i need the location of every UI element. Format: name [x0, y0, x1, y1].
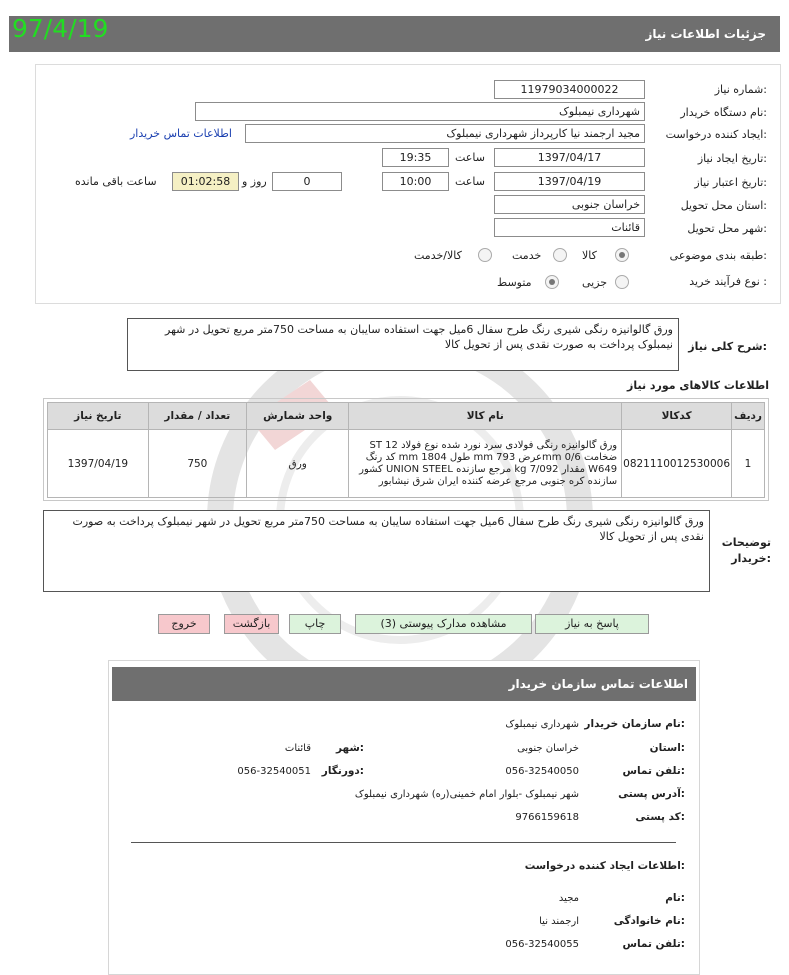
process-option-medium: متوسط	[497, 276, 532, 289]
col-header-index: ردیف	[732, 403, 765, 430]
contact-address-label: آدرس پستی:	[618, 788, 685, 800]
buyer-notes-box: ورق گالوانیزه رنگی شیری رنگ طرح سفال 6میل جهت استفاده سایبان به مساحت 750متر مربع تحویل در شهر نیمبلوک پرداخت به صورت نقدی پس از تحویل کالا	[43, 510, 710, 592]
col-header-date: تاریخ نیاز	[48, 403, 149, 430]
creator-first-name-value: مجید	[558, 893, 579, 904]
goods-section-title: اطلاعات کالاهای مورد نیاز	[627, 379, 769, 392]
validity-date-label: تاریخ اعتبار نیاز:	[694, 176, 767, 189]
contact-divider	[131, 842, 676, 843]
table-row	[48, 430, 765, 498]
goods-table	[47, 402, 765, 498]
category-radio-goods[interactable]	[615, 248, 629, 262]
province-label: استان محل تحویل:	[680, 199, 767, 212]
category-radio-service[interactable]	[553, 248, 567, 262]
created-time-label: ساعت	[455, 151, 485, 164]
category-label: طبقه بندی موضوعی:	[669, 249, 767, 262]
creator-phone-label: تلفن تماس:	[622, 938, 685, 950]
province-field: خراسان جنوبی	[494, 195, 645, 214]
creator-last-name-value: ارجمند نیا	[539, 916, 579, 927]
creator-phone-value: 056-32540055	[505, 939, 579, 950]
print-button[interactable]: چاپ	[289, 614, 341, 634]
creator-first-name-label: نام:	[665, 892, 685, 904]
cell-date: 1397/04/19	[48, 430, 149, 498]
contact-city-label: شهر:	[336, 742, 364, 754]
back-button[interactable]: بازگشت	[224, 614, 279, 634]
creator-section-title: اطلاعات ایجاد کننده درخواست:	[524, 860, 685, 872]
validity-date-field: 1397/04/19	[494, 172, 645, 191]
contact-fax-value: 056-32540051	[237, 766, 311, 777]
process-label: نوع فرآیند خرید :	[689, 275, 767, 288]
contact-province-value: خراسان جنوبی	[517, 743, 579, 754]
contact-card	[108, 660, 700, 975]
org-name-label: نام سازمان خریدار:	[584, 718, 685, 730]
validity-time-label: ساعت	[455, 175, 485, 188]
category-option-service: خدمت	[512, 249, 542, 262]
contact-phone-label: تلفن تماس:	[622, 765, 685, 777]
need-number-field: 11979034000022	[494, 80, 645, 99]
city-label: شهر محل تحویل:	[687, 222, 767, 235]
remaining-label: ساعت باقی مانده	[75, 175, 157, 188]
creator-last-name-label: نام خانوادگی:	[613, 915, 685, 927]
need-number-label: شماره نیاز:	[714, 83, 767, 96]
description-label: شرح کلی نیاز:	[688, 340, 767, 353]
goods-table-wrapper	[43, 398, 769, 501]
contact-address-value: شهر نیمبلوک -بلوار امام خمینی(ره) شهرداری نیمبلوک	[354, 789, 579, 800]
process-radio-minor[interactable]	[615, 275, 629, 289]
created-date-field: 1397/04/17	[494, 148, 645, 167]
org-name-value: شهرداری نیمبلوک	[505, 719, 579, 730]
remaining-time-field: 01:02:58	[172, 172, 239, 191]
cell-name: ورق گالوانیزه رنگی فولادی سرد نورد شده نوع فولاد ST 12 ضخامت mm 0/6عرض mm 793 طول mm 1804 کد رنگ W649 مقدار kg 7/092 مرجع سازنده UNION STEEL کشور سازنده کره جنوبی مرجع عرضه کننده ایران شرق نیشابور	[349, 430, 622, 498]
contact-postal-label: کد پستی:	[635, 811, 685, 823]
attachments-button[interactable]: مشاهده مدارک پیوستی (3)	[355, 614, 532, 634]
category-option-both: کالا/خدمت	[414, 249, 462, 262]
contact-phone-value: 056-32540050	[505, 766, 579, 777]
contact-card-header	[112, 667, 696, 701]
exit-button[interactable]: خروج	[158, 614, 210, 634]
city-field: قائنات	[494, 218, 645, 237]
contact-postal-value: 9766159618	[515, 812, 579, 823]
buyer-contact-link[interactable]: اطلاعات تماس خریدار	[130, 127, 232, 140]
buyer-notes-label: توضیحات خریدار:	[721, 536, 771, 565]
description-box: ورق گالوانیزه رنگی شیری رنگ طرح سفال 6میل جهت استفاده سایبان به مساحت 750متر مربع تحویل در شهر نیمبلوک پرداخت به صورت نقدی پس از تحویل کالا	[127, 318, 679, 371]
cell-code: 0821110012530006	[622, 430, 732, 498]
contact-city-value: قائنات	[284, 743, 311, 754]
contact-province-label: استان:	[649, 742, 685, 754]
date-stamp: 97/4/19	[12, 14, 109, 43]
header-bar	[9, 16, 780, 52]
created-date-label: تاریخ ایجاد نیاز:	[697, 152, 767, 165]
buyer-org-label: نام دستگاه خریدار:	[680, 106, 767, 119]
days-label: روز و	[242, 175, 267, 188]
buyer-org-field: شهرداری نیمبلوک	[195, 102, 645, 121]
process-radio-medium[interactable]	[545, 275, 559, 289]
category-radio-both[interactable]	[478, 248, 492, 262]
contact-fax-label: دورنگار:	[321, 765, 364, 777]
col-header-name: نام کالا	[349, 403, 622, 430]
contact-card-title: اطلاعات تماس سازمان خریدار	[508, 677, 688, 691]
requester-field: مجید ارجمند نیا کارپرداز شهرداری نیمبلوک	[245, 124, 645, 143]
col-header-qty: تعداد / مقدار	[148, 403, 246, 430]
created-time-field: 19:35	[382, 148, 449, 167]
cell-unit: ورق	[247, 430, 349, 498]
col-header-unit: واحد شمارش	[247, 403, 349, 430]
cell-index: 1	[732, 430, 765, 498]
cell-qty: 750	[148, 430, 246, 498]
reply-button[interactable]: پاسخ به نیاز	[535, 614, 649, 634]
category-option-goods: کالا	[582, 249, 597, 262]
requester-label: ایجاد کننده درخواست:	[665, 128, 767, 141]
col-header-code: کدکالا	[622, 403, 732, 430]
page-title: جزئیات اطلاعات نیاز	[645, 27, 766, 41]
process-option-minor: جزیی	[582, 276, 608, 289]
validity-time-field: 10:00	[382, 172, 449, 191]
remaining-days-field: 0	[272, 172, 342, 191]
